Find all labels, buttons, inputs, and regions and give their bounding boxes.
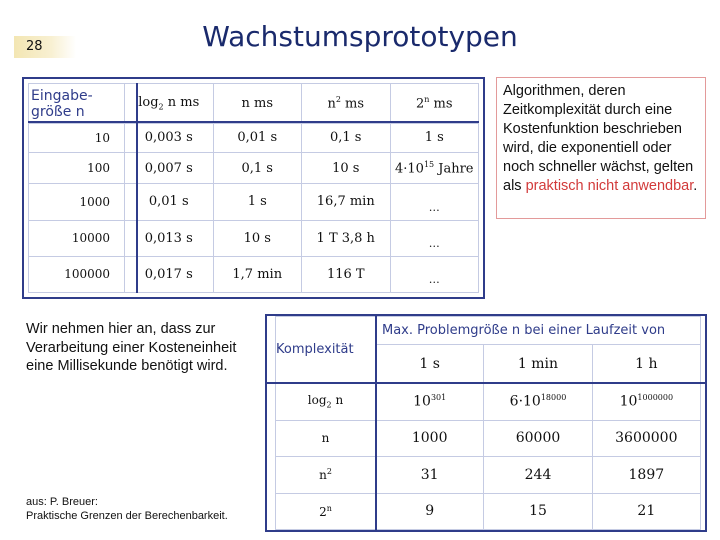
source-citation: [26, 495, 266, 523]
complexity-header: Komplexität: [276, 317, 376, 383]
table-cell: 116 T: [302, 256, 391, 292]
table-row: [29, 184, 479, 220]
note-end: .: [693, 178, 698, 194]
runtime-table: [22, 77, 485, 299]
table-row: [29, 152, 479, 183]
row-input-size: 1000: [29, 184, 125, 220]
column-header: 1 min: [484, 345, 592, 383]
table-row: [29, 220, 479, 256]
table-divider-vertical: [375, 316, 377, 530]
input-size-header-line1: Eingabe-: [31, 87, 93, 104]
table-row: [29, 124, 479, 153]
table-cell: 31: [376, 457, 484, 493]
max-problem-size-table: [265, 314, 707, 532]
table-cell: 1 s: [213, 184, 302, 220]
runtime-table-grid: [28, 83, 479, 293]
table-cell: 1,7 min: [213, 256, 302, 292]
header-n-ms: n ms: [213, 84, 302, 124]
table-cell: 0,003 s: [125, 124, 214, 153]
table-cell: 0,007 s: [125, 152, 214, 183]
header-log-n-ms: $\log_2 n$ ms: [125, 84, 214, 124]
table-cell: 21: [592, 493, 700, 529]
table-cell: $6\cdot 10^{18000}$: [484, 383, 592, 421]
column-header: 1 s: [376, 345, 484, 383]
table-row: [276, 457, 701, 493]
table-cell: 60000: [484, 420, 592, 456]
table-cell: …: [390, 220, 479, 256]
table-cell: 1000: [376, 420, 484, 456]
table-cell: 244: [484, 457, 592, 493]
row-input-size: 10: [29, 124, 125, 153]
table-cell: 1897: [592, 457, 700, 493]
table-cell: $10^{1000000}$: [592, 383, 700, 421]
max-problem-size-title: Max. Problemgröße n bei einer Laufzeit von: [376, 317, 701, 345]
table-cell: 10 s: [213, 220, 302, 256]
slide-number: 28: [14, 36, 76, 58]
complexity-label: $n^2$: [276, 457, 376, 493]
table-cell: 0,1 s: [302, 124, 391, 153]
header-2n-ms: 2$^n$ ms: [390, 84, 479, 124]
table-cell: $10^{301}$: [376, 383, 484, 421]
table-cell: 1 T 3,8 h: [302, 220, 391, 256]
row-input-size: 100000: [29, 256, 125, 292]
table-row: [29, 256, 479, 292]
column-header: 1 h: [592, 345, 700, 383]
table-divider-vertical: [136, 83, 138, 293]
input-size-header-line2: größe n: [31, 103, 85, 120]
header-n2-ms: $n^2$ ms: [302, 84, 391, 124]
complexity-label: 2$^n$: [276, 493, 376, 529]
table-cell: 10 s: [302, 152, 391, 183]
table-row: [276, 383, 701, 421]
table-cell: …: [390, 184, 479, 220]
note-highlight: praktisch nicht anwendbar: [525, 178, 694, 194]
source-line: Praktische Grenzen der Berechenbarkeit.: [26, 510, 228, 522]
assumption-text: Wir nehmen hier an, dass zur Verarbeitung einer Kosteneinheit eine Millisekunde benötigt wird.: [26, 321, 237, 374]
table-divider-horizontal: [267, 382, 705, 384]
note-text: Algorithmen, deren Zeitkomplexität durch eine Kostenfunktion beschrieben wird, die exponentiell oder noch schneller wächst, gelten als: [503, 83, 694, 194]
table-cell: 3600000: [592, 420, 700, 456]
table-cell: 0,013 s: [125, 220, 214, 256]
input-size-header: [29, 84, 125, 124]
table-cell: 16,7 min: [302, 184, 391, 220]
complexity-label: n: [276, 420, 376, 456]
table-row: [276, 420, 701, 456]
source-line: aus: P. Breuer:: [26, 496, 98, 508]
table-cell: 1 s: [390, 124, 479, 153]
note-box: [496, 77, 706, 219]
table-row: [276, 493, 701, 529]
table-cell: 0,1 s: [213, 152, 302, 183]
table-cell: $4\cdot 10^{15}$ Jahre: [390, 152, 479, 183]
table-cell: 0,017 s: [125, 256, 214, 292]
table-cell: 0,01 s: [213, 124, 302, 153]
complexity-label: $\log_2 n$: [276, 383, 376, 421]
row-input-size: 100: [29, 152, 125, 183]
slide-title: Wachstumsprototypen: [202, 20, 518, 53]
row-input-size: 10000: [29, 220, 125, 256]
table-cell: …: [390, 256, 479, 292]
table-cell: 9: [376, 493, 484, 529]
table-divider-horizontal: [28, 121, 479, 123]
table-cell: 15: [484, 493, 592, 529]
table-cell: 0,01 s: [125, 184, 214, 220]
max-problem-size-grid: [275, 316, 701, 530]
